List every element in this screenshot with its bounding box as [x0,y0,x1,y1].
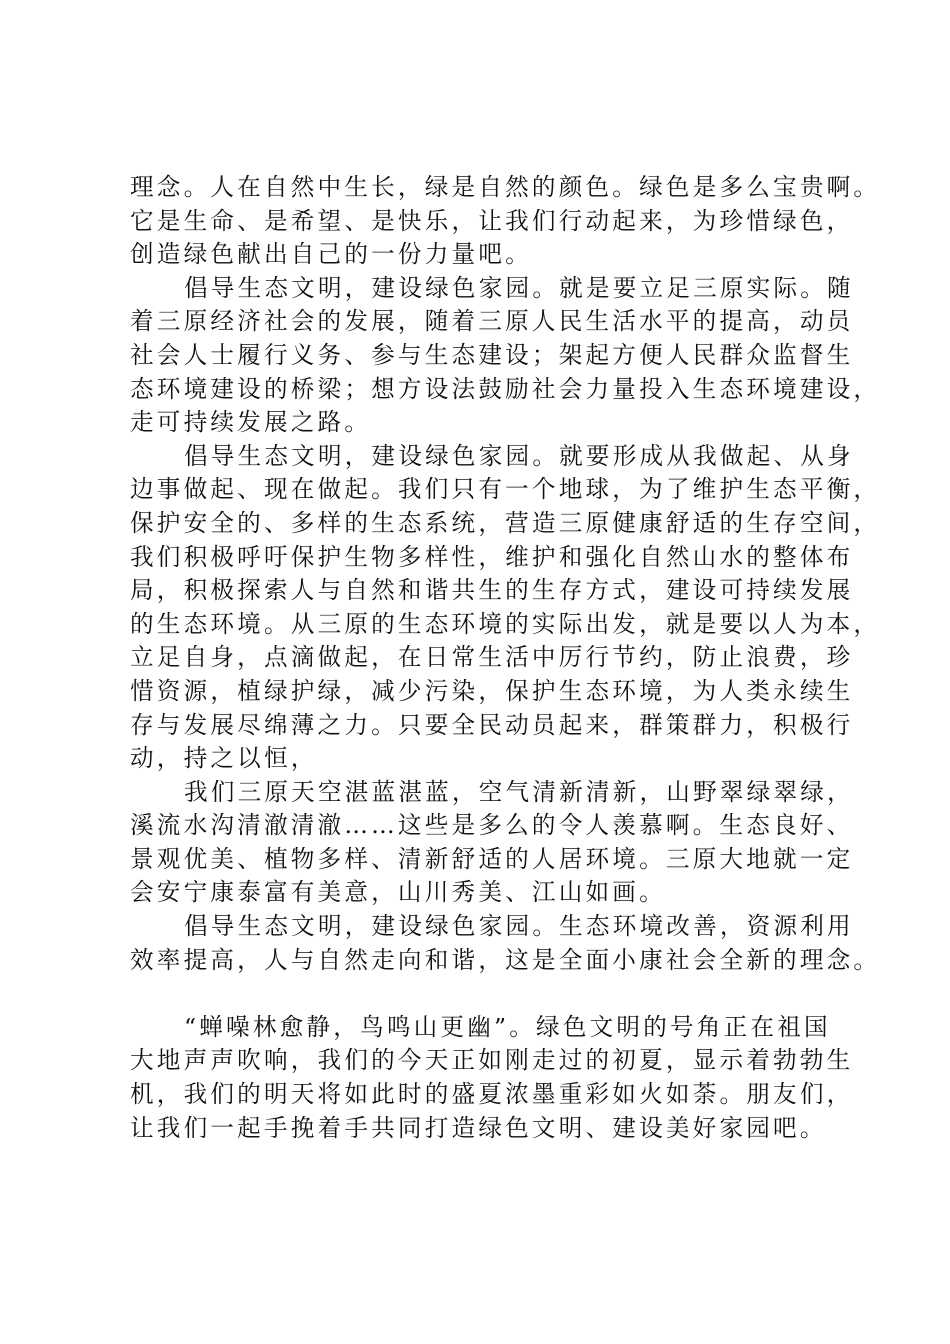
text-line: 边事做起、现在做起。我们只有一个地球，为了维护生态平衡， [130,475,881,504]
body-text [130,171,881,1145]
text-line: 态环境建设的桥梁；想方设法鼓励社会力量投入生态环境建设， [130,374,881,403]
text-line: 景观优美、植物多样、清新舒适的人居环境。三原大地就一定 [130,844,854,873]
text-line: 我们积极呼吁保护生物多样性，维护和强化自然山水的整体布 [130,542,854,571]
text-line: 让我们一起手挽着手共同打造绿色文明、建设美好家园吧。 [130,1113,827,1142]
text-line: 创造绿色献出自己的一份力量吧。 [130,240,532,269]
text-line: 机，我们的明天将如此时的盛夏浓墨重彩如火如荼。朋友们， [130,1080,854,1109]
text-line: 会安宁康泰富有美意，山川秀美、江山如画。 [130,878,666,907]
text-line: 它是生命、是希望、是快乐，让我们行动起来，为珍惜绿色， [130,206,854,235]
text-line: 效率提高，人与自然走向和谐，这是全面小康社会全新的理念。 [130,945,881,974]
blank-line [130,977,858,1011]
paragraph-start-line: 我们三原天空湛蓝湛蓝，空气清新清新，山野翠绿翠绿， [184,777,854,806]
text-line: 动，持之以恒， [130,744,318,773]
text-line: 立足自身，点滴做起，在日常生活中厉行节约，防止浪费，珍 [130,643,854,672]
text-line: 溪流水沟清澈清澈……这些是多么的令人羡慕啊。生态良好、 [130,811,854,840]
text-line: 社会人士履行义务、参与生态建设；架起方便人民群众监督生 [130,340,854,369]
paragraph-start-line: 倡导生态文明，建设绿色家园。就是要立足三原实际。随 [184,273,854,302]
text-line: 惜资源，植绿护绿，减少污染，保护生态环境，为人类永续生 [130,676,854,705]
paragraph-start-line: 倡导生态文明，建设绿色家园。生态环境改善，资源利用 [184,912,854,941]
text-line: 保护安全的、多样的生态系统，营造三原健康舒适的生存空间， [130,508,881,537]
text-line: 走可持续发展之路。 [130,408,372,437]
text-line: 着三原经济社会的发展，随着三原人民生活水平的提高，动员 [130,307,854,336]
text-line: 理念。人在自然中生长，绿是自然的颜色。绿色是多么宝贵啊。 [130,173,881,201]
text-line: 存与发展尽绵薄之力。只要全民动员起来，群策群力，积极行 [130,710,854,739]
text-line: 的生态环境。从三原的生态环境的实际出发，就是要以人为本， [130,609,881,638]
paragraph-start-line: “蝉噪林愈静，鸟鸣山更幽”。绿色文明的号角正在祖国 [184,1012,831,1041]
text-line: 大地声声吹响，我们的今天正如刚走过的初夏，显示着勃勃生 [130,1046,854,1075]
paragraph-start-line: 倡导生态文明，建设绿色家园。就要形成从我做起、从身 [184,441,854,470]
text-line: 局，积极探索人与自然和谐共生的生存方式，建设可持续发展 [130,576,854,605]
